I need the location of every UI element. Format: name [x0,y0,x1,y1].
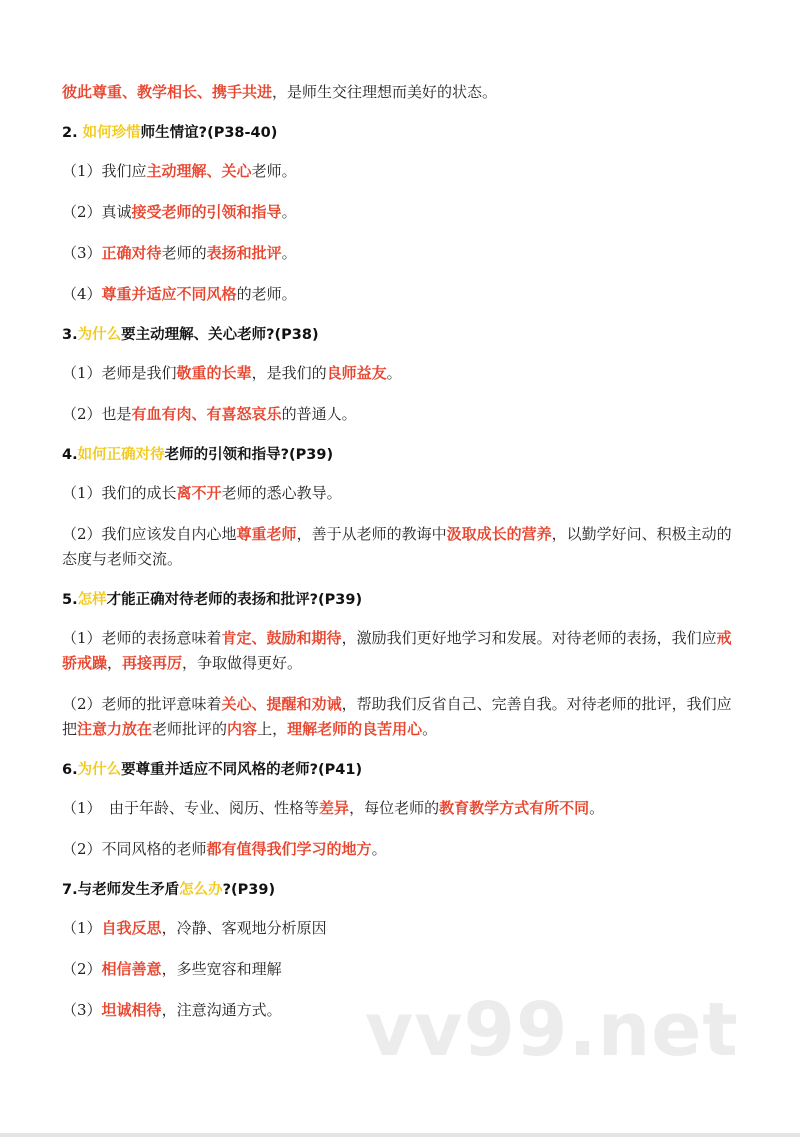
question-heading [62,758,742,782]
text-segment: 5. [62,592,78,608]
text-segment: ，激励我们更好地学习和发展。对待老师的表扬，我们应 [341,629,717,647]
key-phrase: 教育教学方式有所不同 [439,799,590,817]
text-segment: 的普通人。 [281,405,357,423]
answer-line [62,957,742,982]
text-segment: （3） [62,244,102,262]
question-heading [62,878,742,902]
key-phrase: 坦诚相待 [101,1001,162,1019]
key-phrase: 汲取成长的营养 [446,525,552,543]
text-segment: ，冷静、客观地分析原因 [161,919,327,937]
text-segment: （3） [62,1001,102,1019]
text-segment: （2）真诚 [62,203,132,221]
text-segment: （1） 由于年龄、专业、阅历、性格等 [62,799,320,817]
text-segment: ，多些宽容和理解 [161,960,282,978]
question-heading [62,443,742,467]
key-phrase: 理解老师的良苦用心 [287,720,423,738]
text-segment: 4. [62,447,78,463]
key-phrase: 敬重的长辈 [176,364,252,382]
highlighted-question-word: 如何正确对待 [77,447,165,463]
key-phrase: 注意力放在 [77,720,153,738]
key-phrase: 戒骄戒躁 [62,629,732,672]
text-segment: 要主动理解、关心老师?(P38) [121,327,319,343]
text-segment: （2）我们应该发自内心地 [62,525,237,543]
answer-line [62,837,742,862]
text-segment: 要尊重并适应不同风格的老师?(P41) [121,762,363,778]
key-phrase: 主动理解、关心 [146,162,252,180]
text-segment: ，是师生交往理想而美好的状态。 [272,83,498,101]
text-segment: （2）也是 [62,405,132,423]
text-segment: 。 [371,840,387,858]
highlighted-question-word: 如何珍惜 [82,125,141,141]
answer-line [62,481,742,506]
key-phrase: 尊重老师 [236,525,297,543]
key-phrase: 关心、提醒和劝诫 [221,695,342,713]
key-phrase: 自我反思 [101,919,162,937]
answer-line [62,626,742,676]
text-segment: ， [107,654,123,672]
text-segment: （1）我们的成长 [62,484,177,502]
page-bottom-edge [0,1133,800,1137]
answer-line [62,241,742,266]
key-phrase: 相信善意 [101,960,162,978]
text-segment: 7.与老师发生矛盾 [62,882,180,898]
text-segment: （1）我们应 [62,162,147,180]
text-segment: 。 [589,799,605,817]
answer-line [62,80,742,105]
text-segment: 老师。 [251,162,297,180]
text-segment: 老师的引领和指导?(P39) [164,447,334,463]
key-phrase: 肯定、鼓励和期待 [221,629,342,647]
key-phrase: 尊重并适应不同风格 [101,285,237,303]
text-segment: ，注意沟通方式。 [161,1001,282,1019]
text-segment: ，帮助我们反省自己、完善自我。对待老师的批评，我们应把 [62,695,732,738]
text-segment: ，争取做得更好。 [182,654,303,672]
text-segment: 老师的 [161,244,207,262]
text-segment: 6. [62,762,78,778]
text-segment: 。 [281,203,297,221]
text-segment: ，每位老师的 [349,799,440,817]
key-phrase: 都有值得我们学习的地方 [206,840,372,858]
text-segment: ?(P39) [222,882,276,898]
answer-line [62,916,742,941]
document-content [62,80,742,1039]
text-segment: 老师批评的 [152,720,228,738]
key-phrase: 再接再厉 [122,654,183,672]
key-phrase: 离不开 [176,484,222,502]
text-segment: 才能正确对待老师的表扬和批评?(P39) [106,592,363,608]
key-phrase: 彼此尊重、教学相长、携手共进 [62,83,273,101]
text-segment: 。 [422,720,438,738]
highlighted-question-word: 为什么 [77,762,122,778]
answer-line [62,159,742,184]
text-segment: （2）老师的批评意味着 [62,695,222,713]
text-segment: （4） [62,285,102,303]
text-segment: （2） [62,960,102,978]
text-segment: ，善于从老师的教诲中 [296,525,447,543]
answer-line [62,402,742,427]
text-segment: （1）老师的表扬意味着 [62,629,222,647]
text-segment: 的老师。 [236,285,297,303]
text-segment: 2. [62,125,83,141]
text-segment: （1）老师是我们 [62,364,177,382]
answer-line [62,796,742,821]
question-heading [62,588,742,612]
text-segment: 3. [62,327,78,343]
text-segment: 师生情谊?(P38-40) [140,125,278,141]
text-segment: （1） [62,919,102,937]
text-segment: 上， [257,720,288,738]
question-heading [62,323,742,347]
highlighted-question-word: 怎么办 [179,882,223,898]
key-phrase: 有血有肉、有喜怒哀乐 [131,405,282,423]
highlighted-question-word: 怎样 [77,592,107,608]
answer-line [62,361,742,386]
text-segment: （2）不同风格的老师 [62,840,207,858]
watermark-text: vv99.net [365,987,739,1073]
text-segment: ，以勤学好问、积极主动的态度与老师交流。 [62,525,732,568]
answer-line [62,522,742,572]
text-segment: 。 [386,364,402,382]
key-phrase: 正确对待 [101,244,162,262]
key-phrase: 表扬和批评 [206,244,282,262]
text-segment: ，是我们的 [251,364,327,382]
key-phrase: 内容 [227,720,258,738]
key-phrase: 差异 [319,799,350,817]
text-segment: 。 [281,244,297,262]
answer-line [62,692,742,742]
question-heading [62,121,742,145]
answer-line [62,200,742,225]
text-segment: 老师的悉心教导。 [221,484,342,502]
answer-line [62,282,742,307]
key-phrase: 良师益友 [326,364,387,382]
highlighted-question-word: 为什么 [77,327,122,343]
key-phrase: 接受老师的引领和指导 [131,203,282,221]
